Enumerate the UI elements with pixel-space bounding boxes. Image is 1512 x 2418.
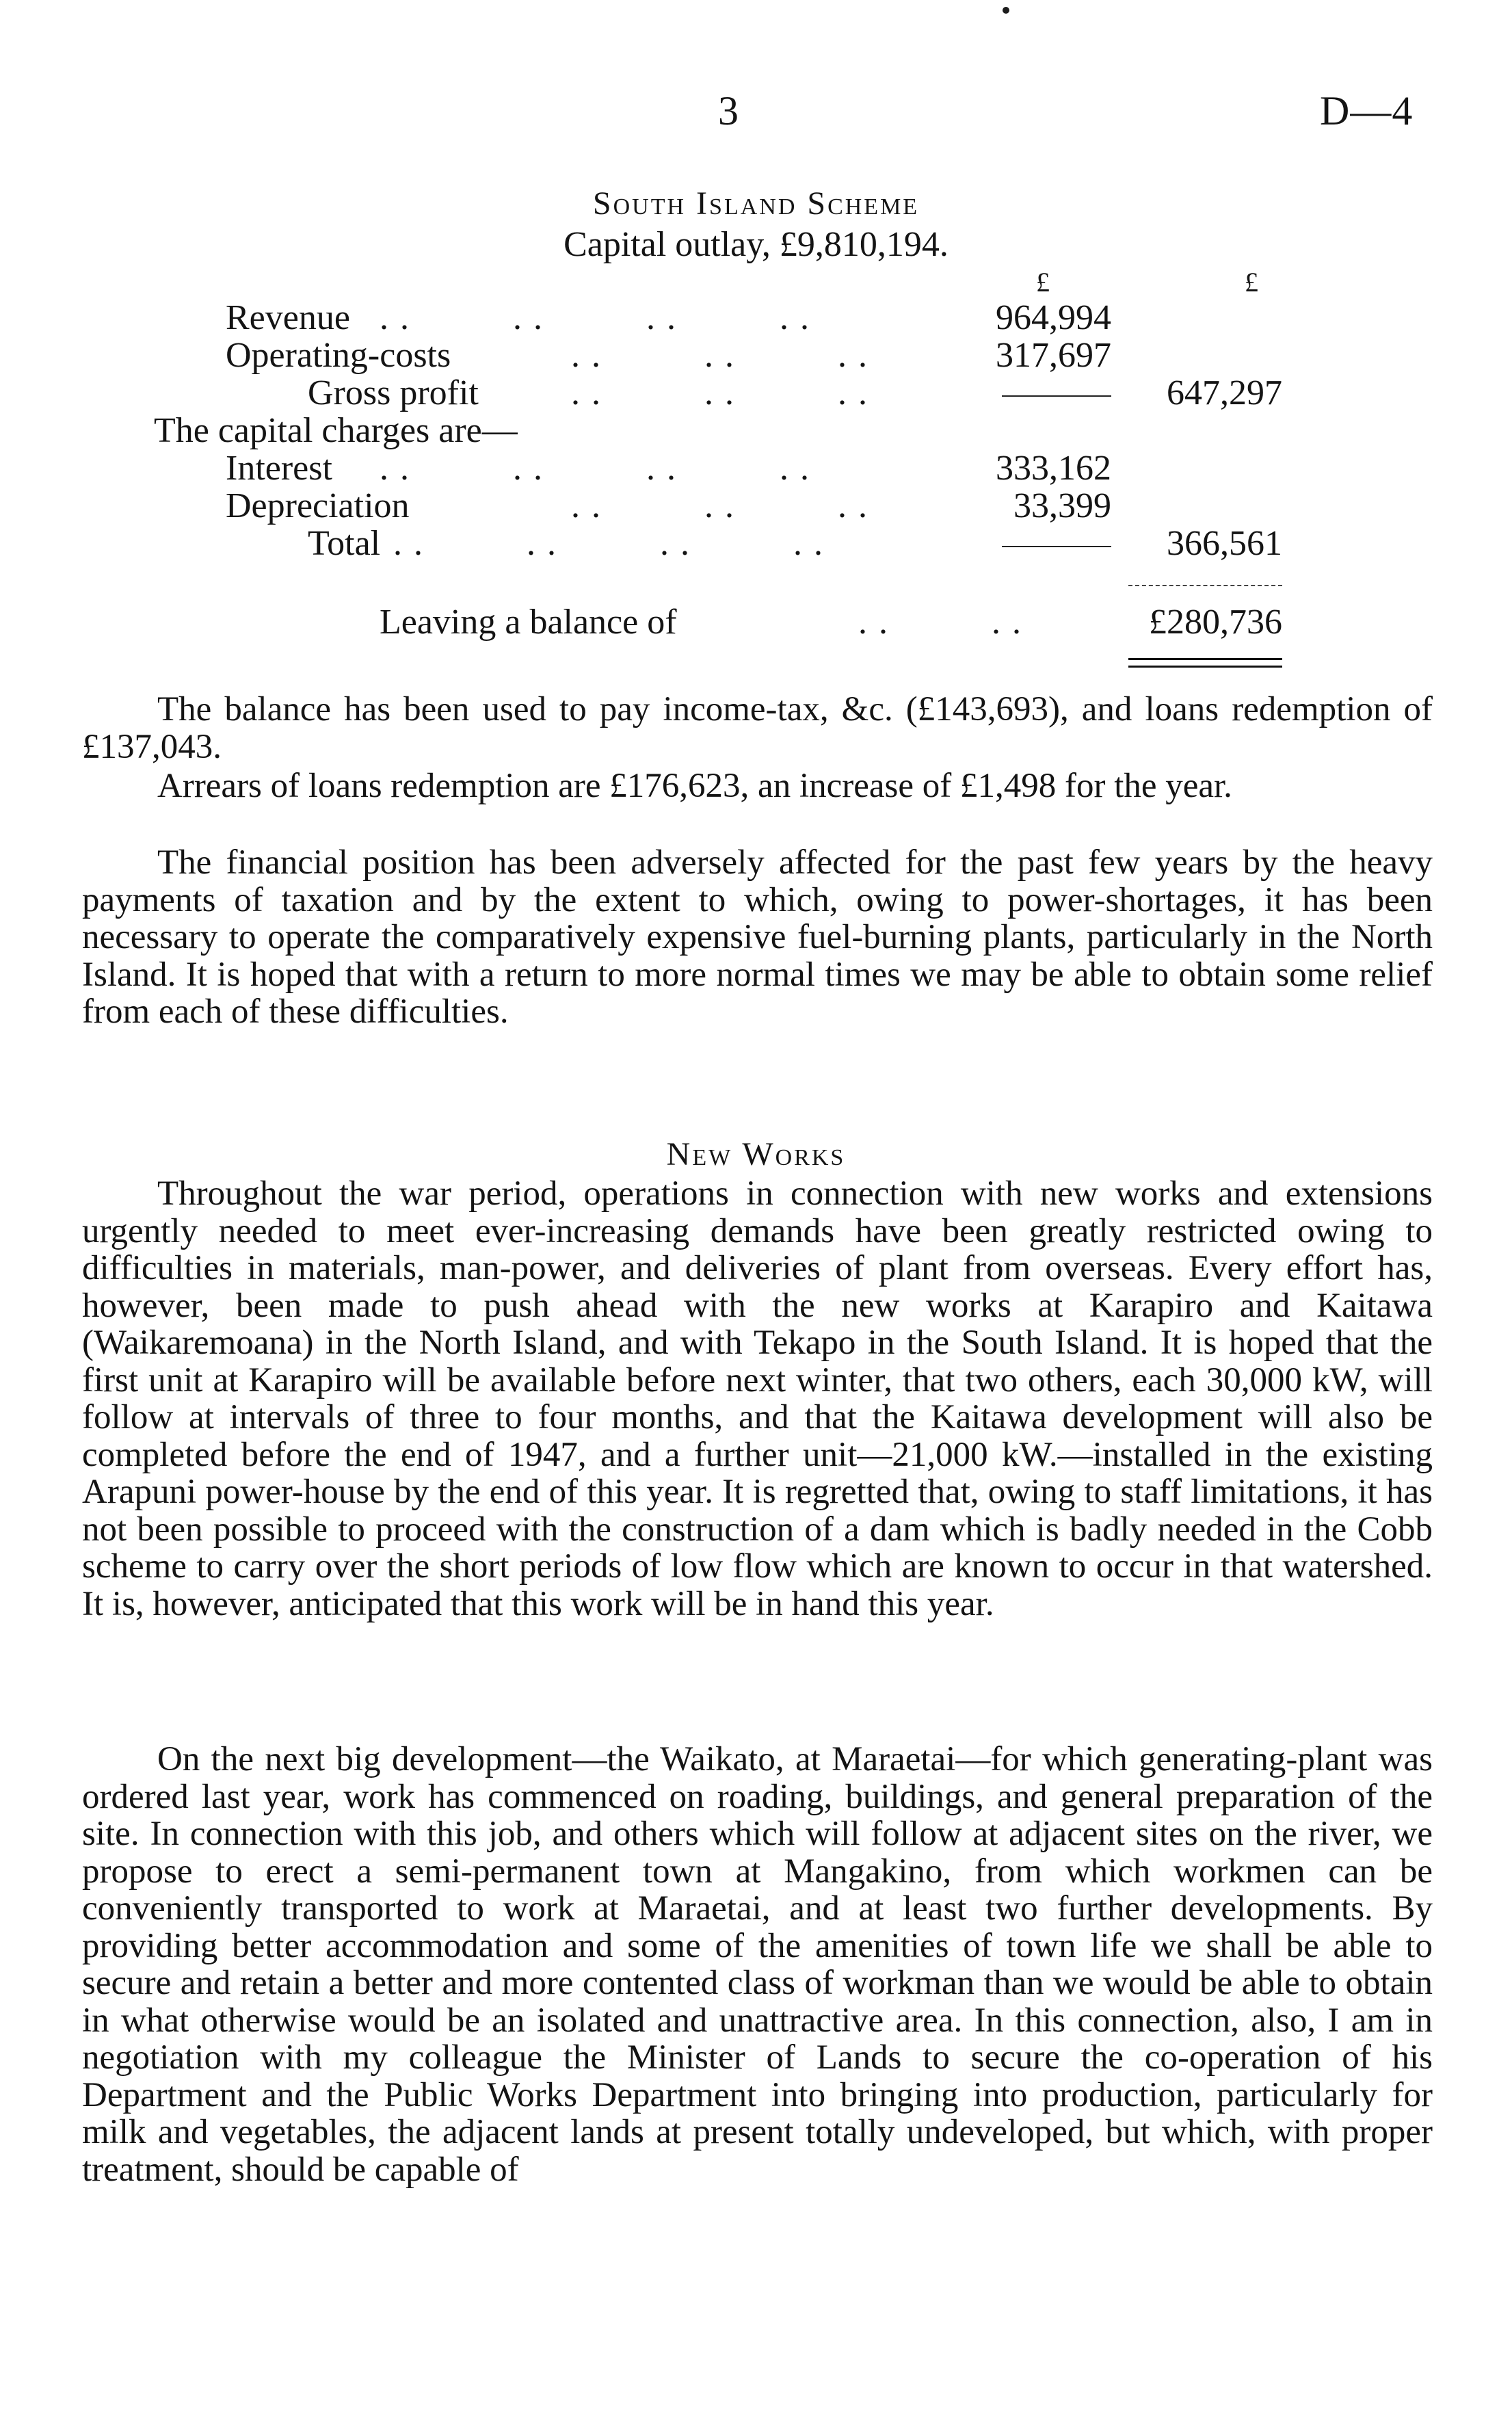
row-value-col2: 647,297 <box>1167 373 1282 412</box>
row-label: The capital charges are— <box>154 411 518 450</box>
row-value-col1: 333,162 <box>996 449 1111 488</box>
page-number: 3 <box>718 88 739 133</box>
statement-row-revenue: Revenue . . . . . . . . 964,994 <box>226 298 1111 337</box>
balance-value: £280,736 <box>1149 603 1282 642</box>
balance-label: Leaving a balance of <box>380 603 677 642</box>
row-label: Revenue <box>226 298 350 337</box>
paragraph-balance-use: The balance has been used to pay income-tax, &c. (£143,693), and loans redemption of £137,043. <box>82 690 1433 766</box>
balance-double-rule <box>1128 658 1282 668</box>
paragraph-financial-position: The financial position has been adversely affected for the past few years by the heavy payments of taxation and by the extent to which, owing to power-shortages, it has been necessary to operate the comparatively expensive fuel-burning plants, particularly in the North Island. It is hoped that with a return to more normal times we may be able to obtain some relief from each of these difficulties. <box>82 843 1433 1031</box>
statement-row-interest: Interest . . . . . . . . 333,162 <box>226 449 1111 488</box>
row-value-col1: 33,399 <box>1013 486 1111 525</box>
row-label: Interest <box>226 449 332 488</box>
statement-row-depreciation: Depreciation . . . . . . 33,399 <box>226 486 1111 525</box>
paragraph-new-works-2: On the next big development—the Waikato, at Maraetai—for which generating-plant was ordered last year, work has commenced on roading, buildings, and general preparation of the site. In connection with this job, and others which will follow at adjacent sites on the river, we propose to erect a semi-permanent town at Mangakino, from which workmen can be conveniently transported to work at Maraetai, and at least two further developments. By providing better accommodation and some of the amenities of town life we shall be able to secure and retain a better and more contented class of workman than we would be able to obtain in what otherwise would be an isolated and unattractive area. In this connection, also, I am in negotiation with my colleague the Minister of Lands to secure the co-operation of his Department and the Public Works Department into bringing into production, particularly for milk and vegetables, the adjacent lands at present totally undeveloped, but which, with proper treatment, should be capable of <box>82 1740 1433 2189</box>
financial-statement <box>154 267 1282 563</box>
section-heading-south-island: South Island Scheme <box>592 185 920 222</box>
statement-row-gross-profit: Gross profit . . . . . . 647,297 <box>308 373 1282 412</box>
row-label: Gross profit <box>308 373 479 412</box>
statement-row-operating-costs: Operating-costs . . . . . . 317,697 <box>226 336 1111 375</box>
statement-row-balance: Leaving a balance of . . . . £280,736 <box>380 603 1282 642</box>
row-value-col1: 317,697 <box>996 336 1111 375</box>
capital-outlay: Capital outlay, £9,810,194. <box>563 225 949 264</box>
document-reference: D—4 <box>1320 88 1414 133</box>
row-label: Operating-costs <box>226 336 451 375</box>
subtotal-rule <box>1128 585 1282 586</box>
row-value-col1: 964,994 <box>996 298 1111 337</box>
section-heading-new-works: New Works <box>666 1136 846 1172</box>
row-value-col1 <box>1002 523 1111 564</box>
row-value-col1 <box>1002 373 1111 413</box>
currency-header-col2: £ <box>1245 267 1258 298</box>
paragraph-new-works-1: Throughout the war period, operations in connection with new works and extensions urgently needed to meet ever-increasing demands have been greatly restricted owing to difficulties in materials, man-power, and deliveries of plant from overseas. Every effort has, however, been made to push ahead with the new works at Karapiro and Kaitawa (Waikaremoana) in the North Island, and with Tekapo in the South Island. It is hoped that the first unit at Karapiro will be available before next winter, that two others, each 30,000 kW, will follow at intervals of three to four months, and that the Kaitawa development will also be completed before the end of 1947, and a further unit—21,000 kW.—installed in the existing Arapuni power-house by the end of this year. It is regretted that, owing to staff limitations, it has not been possible to proceed with the construction of a dam which is badly needed in the Cobb scheme to carry over the short periods of low flow which are known to occur in that watershed. It is, however, anticipated that this work will be in hand this year. <box>82 1174 1433 1623</box>
ink-dot <box>1003 7 1009 14</box>
row-label: Total <box>308 524 381 563</box>
currency-header-col1: £ <box>1036 267 1050 298</box>
row-value-col2: 366,561 <box>1167 524 1282 563</box>
row-label: Depreciation <box>226 486 410 525</box>
paragraph-arrears: Arrears of loans redemption are £176,623, an increase of £1,498 for the year. <box>157 767 1232 805</box>
statement-row-total: Total . . . . . . . . 366,561 <box>308 524 1282 563</box>
statement-row-capital-charges <box>154 410 1282 448</box>
